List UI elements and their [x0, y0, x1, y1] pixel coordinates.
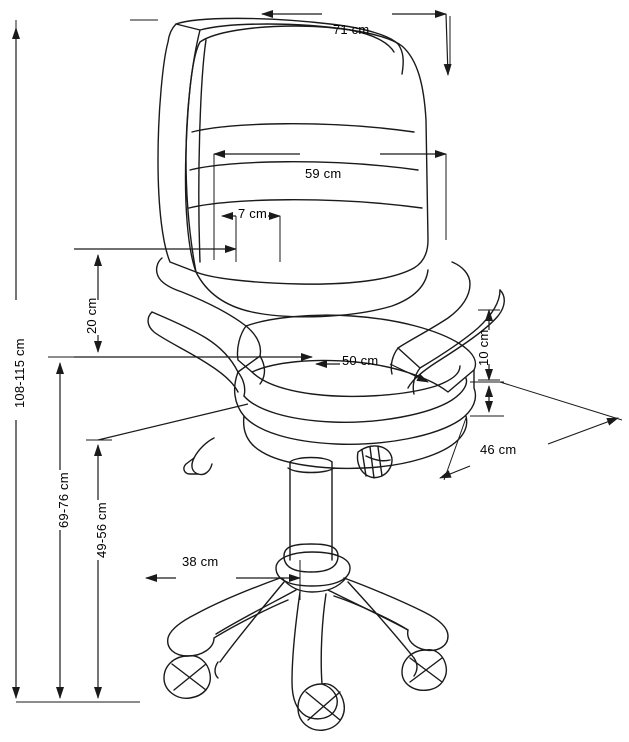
dimension-label-seat-thickness: 10 cm [476, 329, 491, 366]
dimension-label-base-width: 38 cm [182, 554, 219, 569]
dimension-label-total-height: 108-115 cm [12, 338, 27, 408]
dimension-label-depth-overall: 59 cm [305, 166, 342, 181]
dimension-label-seat-floor-height: 49-56 cm [94, 502, 109, 558]
dimension-label-armrest-height: 20 cm [84, 297, 99, 334]
dimension-label-seat-width: 50 cm [342, 353, 379, 368]
dimension-label-seat-depth-diagonal: 46 cm [480, 442, 517, 457]
chair-illustration [148, 18, 504, 730]
dimension-lines [16, 14, 622, 702]
dimension-label-armrest-floor-height: 69-76 cm [56, 472, 71, 528]
dimension-label-armrest-pad: 7 cm [238, 206, 267, 221]
dimension-label-width-top: 71 cm [333, 22, 370, 37]
